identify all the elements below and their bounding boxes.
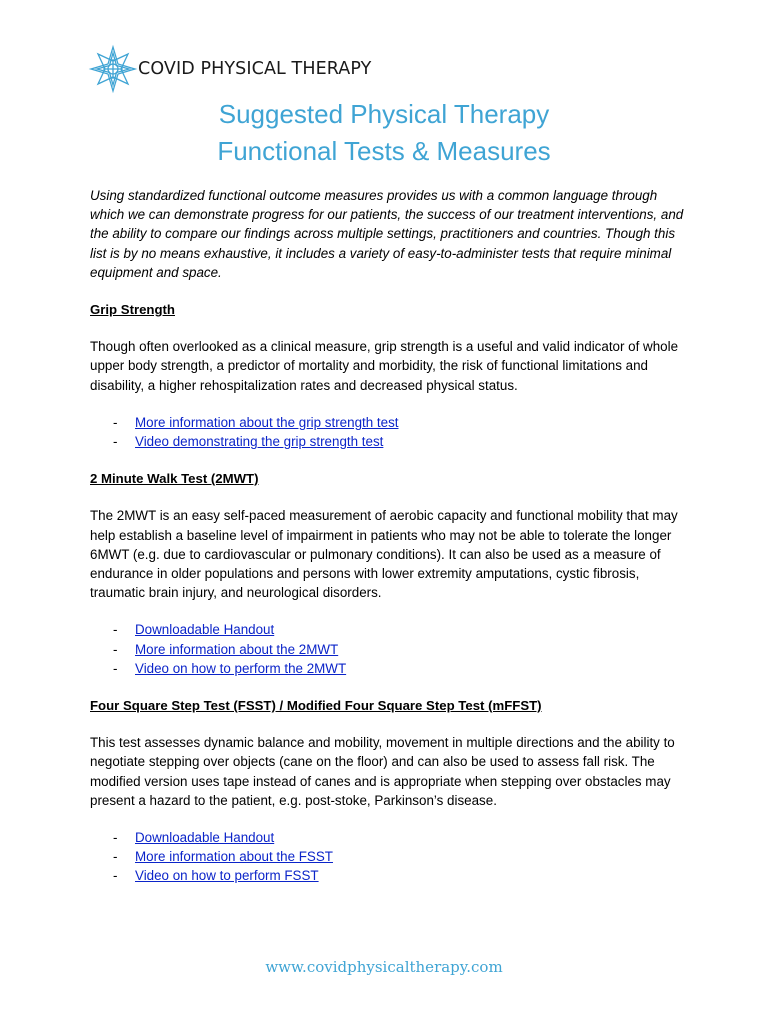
link-fsst-video[interactable]: Video on how to perform FSST [135,868,319,884]
link-grip-strength-video[interactable]: Video demonstrating the grip strength test [135,434,384,450]
intro-paragraph: Using standardized functional outcome measures provides us with a common language through which we can demonstrate progress for our patients, the success of our treatment interventions, and the ability to compare our findings across multiple settings, practitioners and countries. Though this list is by no means exhaustive, it includes a variety of easy-to-administer tests that require minimal equipment and space. [90,188,684,280]
link-list-fsst [90,828,690,886]
list-item [90,866,690,885]
list-item [90,620,690,639]
link-grip-strength-info[interactable]: More information about the grip strength test [135,414,399,430]
section-heading-grip-strength: Grip Strength [90,302,175,318]
bullet-dash: - [113,622,118,638]
link-2mwt-info[interactable]: More information about the 2MWT [135,641,339,657]
document-body [90,186,690,904]
link-2mwt-handout[interactable]: Downloadable Handout [135,622,275,638]
brand-name: COVID PHYSICAL THERAPY [138,59,372,79]
title-line-1: Suggested Physical Therapy [218,99,550,129]
list-item [90,659,690,678]
list-item [90,640,690,659]
bullet-dash: - [113,849,118,865]
bullet-dash: - [113,830,118,845]
brand-header [88,44,371,94]
title-line-2: Functional Tests & Measures [217,136,551,166]
list-item [90,847,690,866]
list-item [90,432,690,451]
link-list-grip-strength [90,413,690,451]
section-heading-2mwt: 2 Minute Walk Test (2MWT) [90,471,259,487]
compass-star-icon [88,44,138,94]
bullet-dash: - [113,414,118,430]
link-fsst-handout[interactable]: Downloadable Handout [135,830,275,845]
footer-website-link[interactable]: www.covidphysicaltherapy.com [265,958,503,976]
bullet-dash: - [113,434,118,450]
list-item [90,413,690,432]
bullet-dash: - [113,641,118,657]
page-title [0,96,768,170]
section-body-grip-strength: Though often overlooked as a clinical measure, grip strength is a useful and valid indicator of whole upper body strength, a predictor of mortality and morbidity, the risk of functional limitations and disability, a higher rehospitalization rates and decreased physical status. [90,339,679,393]
link-fsst-info[interactable]: More information about the FSST [135,849,333,865]
list-item [90,828,690,847]
section-heading-fsst: Four Square Step Test (FSST) / Modified Four Square Step Test (mFFST) [90,697,542,713]
link-list-2mwt [90,620,690,678]
bullet-dash: - [113,868,118,884]
bullet-dash: - [113,660,118,676]
section-body-2mwt: The 2MWT is an easy self-paced measurement of aerobic capacity and functional mobility that may help establish a baseline level of impairment in patients who may not be able to tolerate the longer 6MWT (e.g. due to cardiovascular or pulmonary conditions). It can also be used as a measure of endurance in older populations and persons with lower extremity amputations, cystic fibrosis, traumatic brain injury, and neurological disorders. [90,508,678,601]
section-body-fsst: This test assesses dynamic balance and mobility, movement in multiple directions and the ability to negotiate stepping over objects (cane on the floor) and can also be used to assess fall risk. The modified version uses tape instead of canes and is appropriate when stepping over obstacles may present a hazard to the patient, e.g. post-stoke, Parkinson’s disease. [90,735,675,808]
link-2mwt-video[interactable]: Video on how to perform the 2MWT [135,660,347,676]
